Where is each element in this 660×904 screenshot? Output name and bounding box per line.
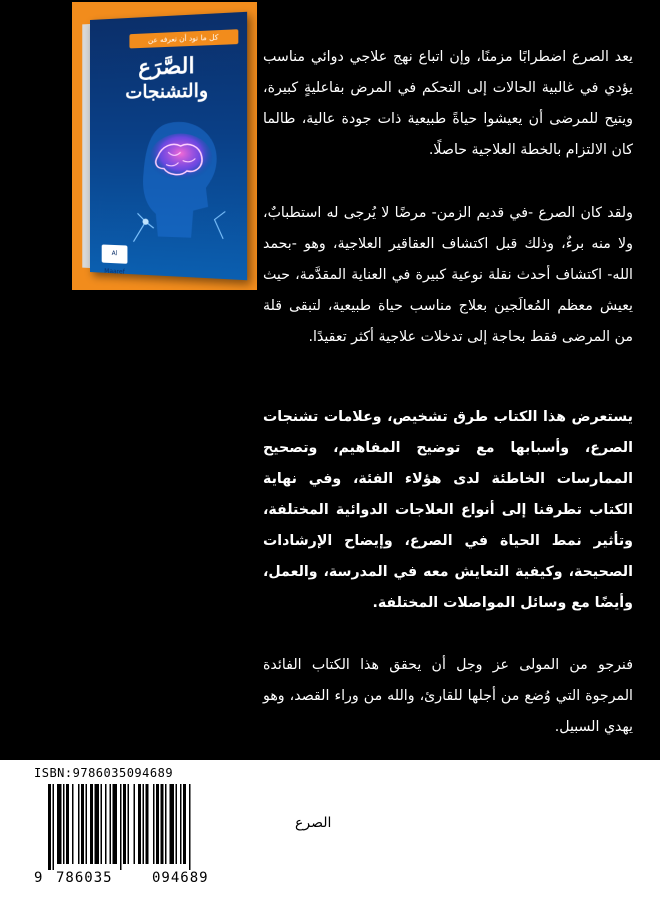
barcode-bar — [63, 784, 65, 864]
barcode-bar — [134, 784, 136, 864]
barcode-bar — [48, 784, 51, 870]
isbn-digit-group-1: 786035 — [56, 870, 113, 886]
barcode-bar — [66, 784, 69, 864]
description-paragraph-3: يستعرض هذا الكتاب طرق تشخيص، وعلامات تشنجات الصرع، وأسبابها مع توضيح المفاهيم، وتصحيح الممارسات الخاطئة لدى هؤلاء الفئة، وفي نهاية الكتاب تطرقنا إلى أنواع العلاجات الدوائية المختلفة، وتأثير نمط الحياة في الصرع، وإيضاح الإرشادات الصحيحة، وكيفية التعايش معه في المدرسة، والعمل، وأيضًا مع وسائل المواصلات المختلفة. — [263, 409, 633, 611]
barcode-bar — [57, 784, 62, 864]
barcode-bar — [123, 784, 126, 864]
isbn-digit-group-2: 094689 — [152, 870, 209, 886]
barcode-bar — [128, 784, 130, 864]
cover-title-line1: الصَّرَع — [138, 52, 195, 80]
barcode-bar — [146, 784, 149, 864]
barcode-bar — [101, 784, 103, 864]
barcode-bar — [180, 784, 182, 864]
barcode-bar — [153, 784, 155, 864]
brain-head-icon — [127, 114, 236, 250]
barcode-bar — [183, 784, 186, 864]
book-3d — [90, 12, 247, 280]
cover-title — [96, 50, 241, 106]
barcode-bar — [72, 784, 74, 864]
isbn-barcode — [34, 766, 246, 894]
barcode-bar — [78, 784, 80, 864]
barcode-bar — [120, 784, 122, 870]
barcode-bar — [113, 784, 118, 864]
barcode-bars-icon — [34, 784, 246, 870]
barcode-bar — [143, 784, 145, 864]
description-paragraph-4: فنرجو من المولى عز وجل أن يحقق هذا الكتاب الفائدة المرجوة التي وُضع من أجلها للقارئ، والله من وراء القصد، وهو يهدي السبيل. — [263, 657, 633, 735]
barcode-bar — [156, 784, 159, 864]
isbn-label: ISBN:9786035094689 — [34, 766, 174, 780]
description-paragraph-1: يعد الصرع اضطرابًا مزمنًا، وإن اتباع نهج علاجي دوائي مناسب يؤدي في غالبية الحالات إلى التحكم في المرض بفاعليةٍ كبيرة، ويتيح للمرضى أن يعيشوا حياةً طبيعية ذات جودة عالية، طالما كان الالتزام بالخطة العلاجية حاصلًا. — [263, 49, 633, 158]
barcode-bar — [161, 784, 164, 864]
barcode-bar — [105, 784, 107, 864]
barcode-bar — [189, 784, 191, 870]
category-label: الصرع — [295, 815, 332, 831]
cover-ribbon: كل ما تود أن تعرفه عن — [129, 29, 238, 48]
barcode-bar — [165, 784, 167, 864]
barcode-bar — [95, 784, 100, 864]
barcode-bar — [170, 784, 175, 864]
isbn-first-digit: 9 — [34, 870, 44, 886]
barcode-bar — [110, 784, 112, 864]
description-paragraph-2: ولقد كان الصرع -في قديم الزمن- مرضًا لا يُرجى له استطبابٌ، ولا منه برءٌ، وذلك قبل اكتشاف العقاقير العلاجية، وهو -بحمد الله- اكتشاف أحدث نقلة نوعية كبيرة في العناية المقدَّمة، حيث يعيش معظم المُعالَجين بعلاج مناسب حياة طبيعية، لتبقى قلة من المرضى فقط بحاجة إلى تدخلات علاجية أكثر تعقيدًا. — [263, 205, 633, 345]
barcode-bar — [138, 784, 141, 864]
barcode-bar — [90, 784, 93, 864]
barcode-bar — [86, 784, 88, 864]
book-front-cover — [90, 12, 247, 280]
publisher-logo: Al Maaref — [102, 244, 128, 263]
cover-title-line2: والتشنجات — [125, 79, 209, 104]
brain-illustration — [127, 114, 236, 250]
barcode-bar — [81, 784, 84, 864]
cover-thumbnail — [72, 2, 257, 290]
barcode-bar — [53, 784, 55, 870]
barcode-bar — [176, 784, 178, 864]
cover-author-placeholder — [135, 250, 238, 263]
